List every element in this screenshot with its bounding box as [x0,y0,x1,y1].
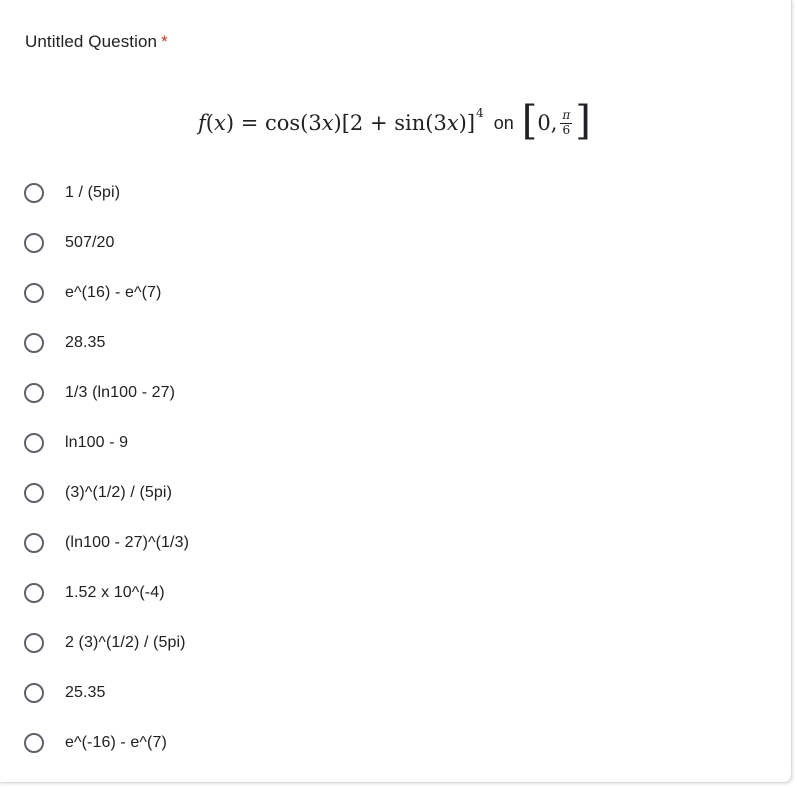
option-1[interactable] [24,168,189,218]
option-label: 1/3 (ln100 - 27) [65,384,176,401]
option-label: (3)^(1/2) / (5pi) [65,484,173,501]
radio-button[interactable] [24,183,44,203]
formula-right-bracket: ] [575,98,591,144]
question-formula [198,100,591,146]
option-6[interactable] [24,418,189,468]
formula-pi: π [562,108,571,123]
radio-button[interactable] [24,383,44,403]
formula-left-bracket: [ [521,98,538,144]
formula-zero: 0, [537,111,558,135]
formula-exponent: 4 [476,106,484,120]
option-12[interactable] [24,718,189,768]
option-label: (ln100 - 27)^(1/3) [65,534,190,551]
question-title-text: Untitled Question [25,32,158,51]
formula-x: x [213,111,226,135]
option-label: 1 / (5pi) [65,184,121,201]
radio-button[interactable] [24,733,44,753]
option-9[interactable] [24,568,189,618]
option-label: e^(-16) - e^(7) [65,734,167,751]
option-label: 1.52 x 10^(-4) [65,584,165,601]
formula-cos: ) = cos(3 [225,111,322,135]
radio-button[interactable] [24,533,44,553]
option-label: 507/20 [65,234,115,251]
option-label: e^(16) - e^(7) [65,284,162,301]
radio-button[interactable] [24,483,44,503]
formula-fraction [560,109,572,136]
option-10[interactable] [24,618,189,668]
option-3[interactable] [24,268,189,318]
formula-sin: )[2 + sin(3 [333,111,447,135]
required-asterisk: * [161,32,168,51]
option-8[interactable] [24,518,189,568]
option-4[interactable] [24,318,189,368]
formula-close: )] [458,111,476,135]
radio-button[interactable] [24,683,44,703]
option-label: 2 (3)^(1/2) / (5pi) [65,634,186,651]
option-label: 25.35 [65,684,106,701]
question-title [25,32,168,52]
answer-options [24,168,189,768]
formula-on: on [493,112,514,133]
radio-button[interactable] [24,433,44,453]
option-5[interactable] [24,368,189,418]
option-7[interactable] [24,468,189,518]
formula-x2: x [321,111,334,135]
formula-f: f [198,111,206,135]
radio-button[interactable] [24,233,44,253]
formula-lparen: ( [205,111,214,135]
radio-button[interactable] [24,633,44,653]
option-label: ln100 - 9 [65,434,129,451]
option-2[interactable] [24,218,189,268]
radio-button[interactable] [24,283,44,303]
formula-x3: x [446,111,459,135]
radio-button[interactable] [24,333,44,353]
formula-six: 6 [562,122,571,137]
option-label: 28.35 [65,334,106,351]
radio-button[interactable] [24,583,44,603]
option-11[interactable] [24,668,189,718]
